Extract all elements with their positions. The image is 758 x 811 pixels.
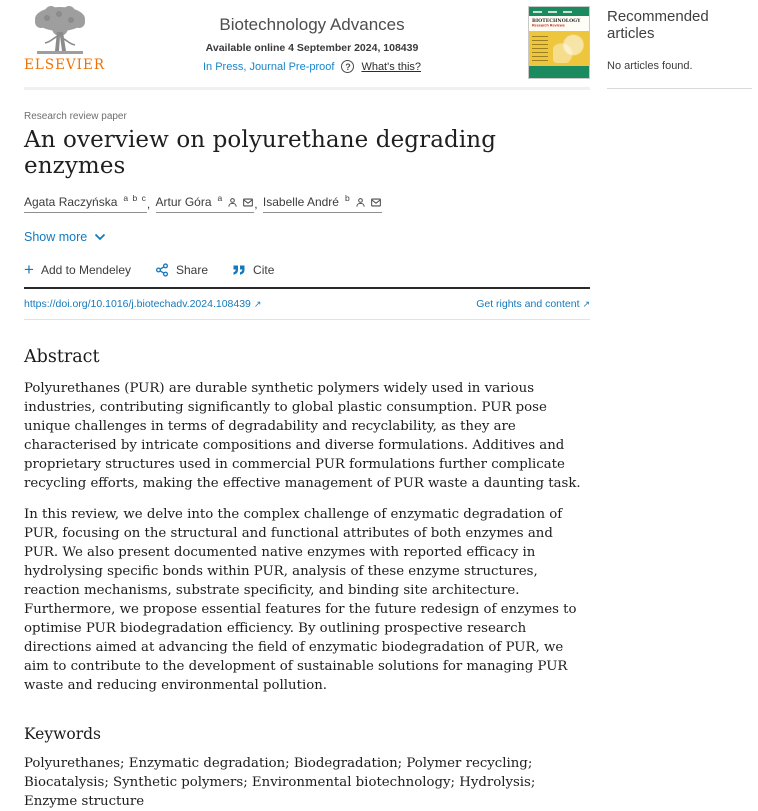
elsevier-tree-icon <box>31 6 89 56</box>
mendeley-label: Add to Mendeley <box>40 263 131 277</box>
person-icon <box>355 197 366 208</box>
show-more-button[interactable] <box>24 230 106 244</box>
elsevier-wordmark: ELSEVIER <box>24 57 106 73</box>
journal-info <box>96 6 528 73</box>
article-header <box>24 0 590 83</box>
author-affiliation-sup: b <box>344 193 351 203</box>
doi-divider <box>24 319 590 320</box>
toolbar-divider <box>24 287 590 289</box>
author-name: Isabelle André <box>262 195 339 209</box>
envelope-icon <box>242 197 254 208</box>
author-name: Artur Góra <box>155 195 212 209</box>
external-link-icon: ↗ <box>582 298 590 309</box>
abstract-paragraph-2: In this review, we delve into the complex challenge of enzymatic degradation of PUR, focusing on the structural and functional attributes of both enzymes and PUR. We also present documented native enzymes with reported efficacy in hydrolysing specific bonds within PUR, analysis of these enzyme structures, reaction mechanisms, substrate specificity, and binding site architecture. Furthermore, we propose essential features for the future redesign of enzymes to optimise PUR biodegradation efficiency. By outlining prospective research directions aimed at advancing the field of enzymatic biodegradation of PUR, we aim to contribute to the development of sustainable solutions for managing PUR waste and reducing environmental pollution. <box>24 506 577 693</box>
doi-row <box>24 298 590 310</box>
chevron-down-icon <box>94 233 106 241</box>
author-link-andre[interactable] <box>263 195 382 213</box>
whats-this-link[interactable]: What's this? <box>361 60 422 73</box>
author-item <box>156 195 263 213</box>
envelope-icon <box>370 197 382 208</box>
journal-title-link[interactable]: Biotechnology Advances <box>219 15 405 34</box>
doi-link[interactable]: https://doi.org/10.1016/j.biotechadv.2024.108439 ↗ <box>24 297 262 310</box>
article-toolbar <box>24 260 590 279</box>
cover-journal-name: BIOTECHNOLOGY <box>532 18 581 24</box>
journal-cover-thumbnail[interactable] <box>528 6 590 79</box>
cover-bottom-band <box>529 66 589 78</box>
in-press-link[interactable]: In Press, Journal Pre-proof <box>202 60 335 73</box>
author-affiliation-sup: a <box>217 193 224 203</box>
author-name: Agata Raczyńska <box>24 195 118 209</box>
share-button[interactable] <box>155 263 208 277</box>
article-title: An overview on polyurethane degrading enzymes <box>24 127 497 179</box>
get-rights-link[interactable]: Get rights and content ↗ <box>476 297 590 310</box>
person-icon <box>227 197 238 208</box>
author-link-gora[interactable] <box>156 195 255 213</box>
author-list <box>24 195 590 213</box>
abstract-heading: Abstract <box>24 346 100 367</box>
availability-text: Available online 4 September 2024, 108439 <box>205 42 419 54</box>
cover-subtitle: Research Reviews <box>532 24 565 28</box>
question-circle-icon[interactable]: ? <box>341 60 354 73</box>
share-icon <box>155 263 169 277</box>
author-affiliation-sup: a b c <box>123 193 147 203</box>
cover-masthead <box>529 16 589 31</box>
author-item <box>24 195 156 213</box>
cite-label: Cite <box>253 263 275 277</box>
elsevier-logo[interactable] <box>24 6 106 73</box>
external-link-icon: ↗ <box>253 298 262 309</box>
cite-button[interactable] <box>232 263 274 277</box>
recommended-articles-heading: Recommended articles <box>607 8 709 42</box>
keywords-text: Polyurethanes; Enzymatic degradation; Biodegradation; Polymer recycling; Biocatalysis; Synthetic polymers; Environmental biotechnology; Hydrolysis; Enzyme structure <box>24 755 536 809</box>
author-item <box>263 195 382 213</box>
sidebar-divider <box>607 88 752 89</box>
plus-icon: + <box>24 260 34 279</box>
no-articles-text: No articles found. <box>607 60 693 72</box>
status-row <box>96 60 528 73</box>
keywords-heading: Keywords <box>24 724 101 743</box>
show-more-label: Show more <box>24 230 88 244</box>
recommended-articles-panel <box>607 8 752 89</box>
share-label: Share <box>176 263 209 277</box>
abstract-paragraph-1: Polyurethanes (PUR) are durable synthetic polymers widely used in various industries, contributing significantly to global plastic consumption. PUR pose unique challenges in terms of degradability and recyclability, as they are characterised by intricate compositions and diverse formulations. Additives and proprietary structures used in commercial PUR formulations further complicate recycling efforts, making the effective management of PUR waste a daunting task. <box>24 380 581 491</box>
cover-top-band <box>529 7 589 16</box>
author-link-raczynska[interactable] <box>24 195 147 213</box>
add-to-mendeley-button[interactable] <box>24 260 131 279</box>
cover-artwork <box>529 31 589 66</box>
article-type-label: Research review paper <box>24 111 127 122</box>
main-column <box>24 0 590 811</box>
header-divider <box>24 87 590 90</box>
cite-quote-icon <box>232 264 246 276</box>
